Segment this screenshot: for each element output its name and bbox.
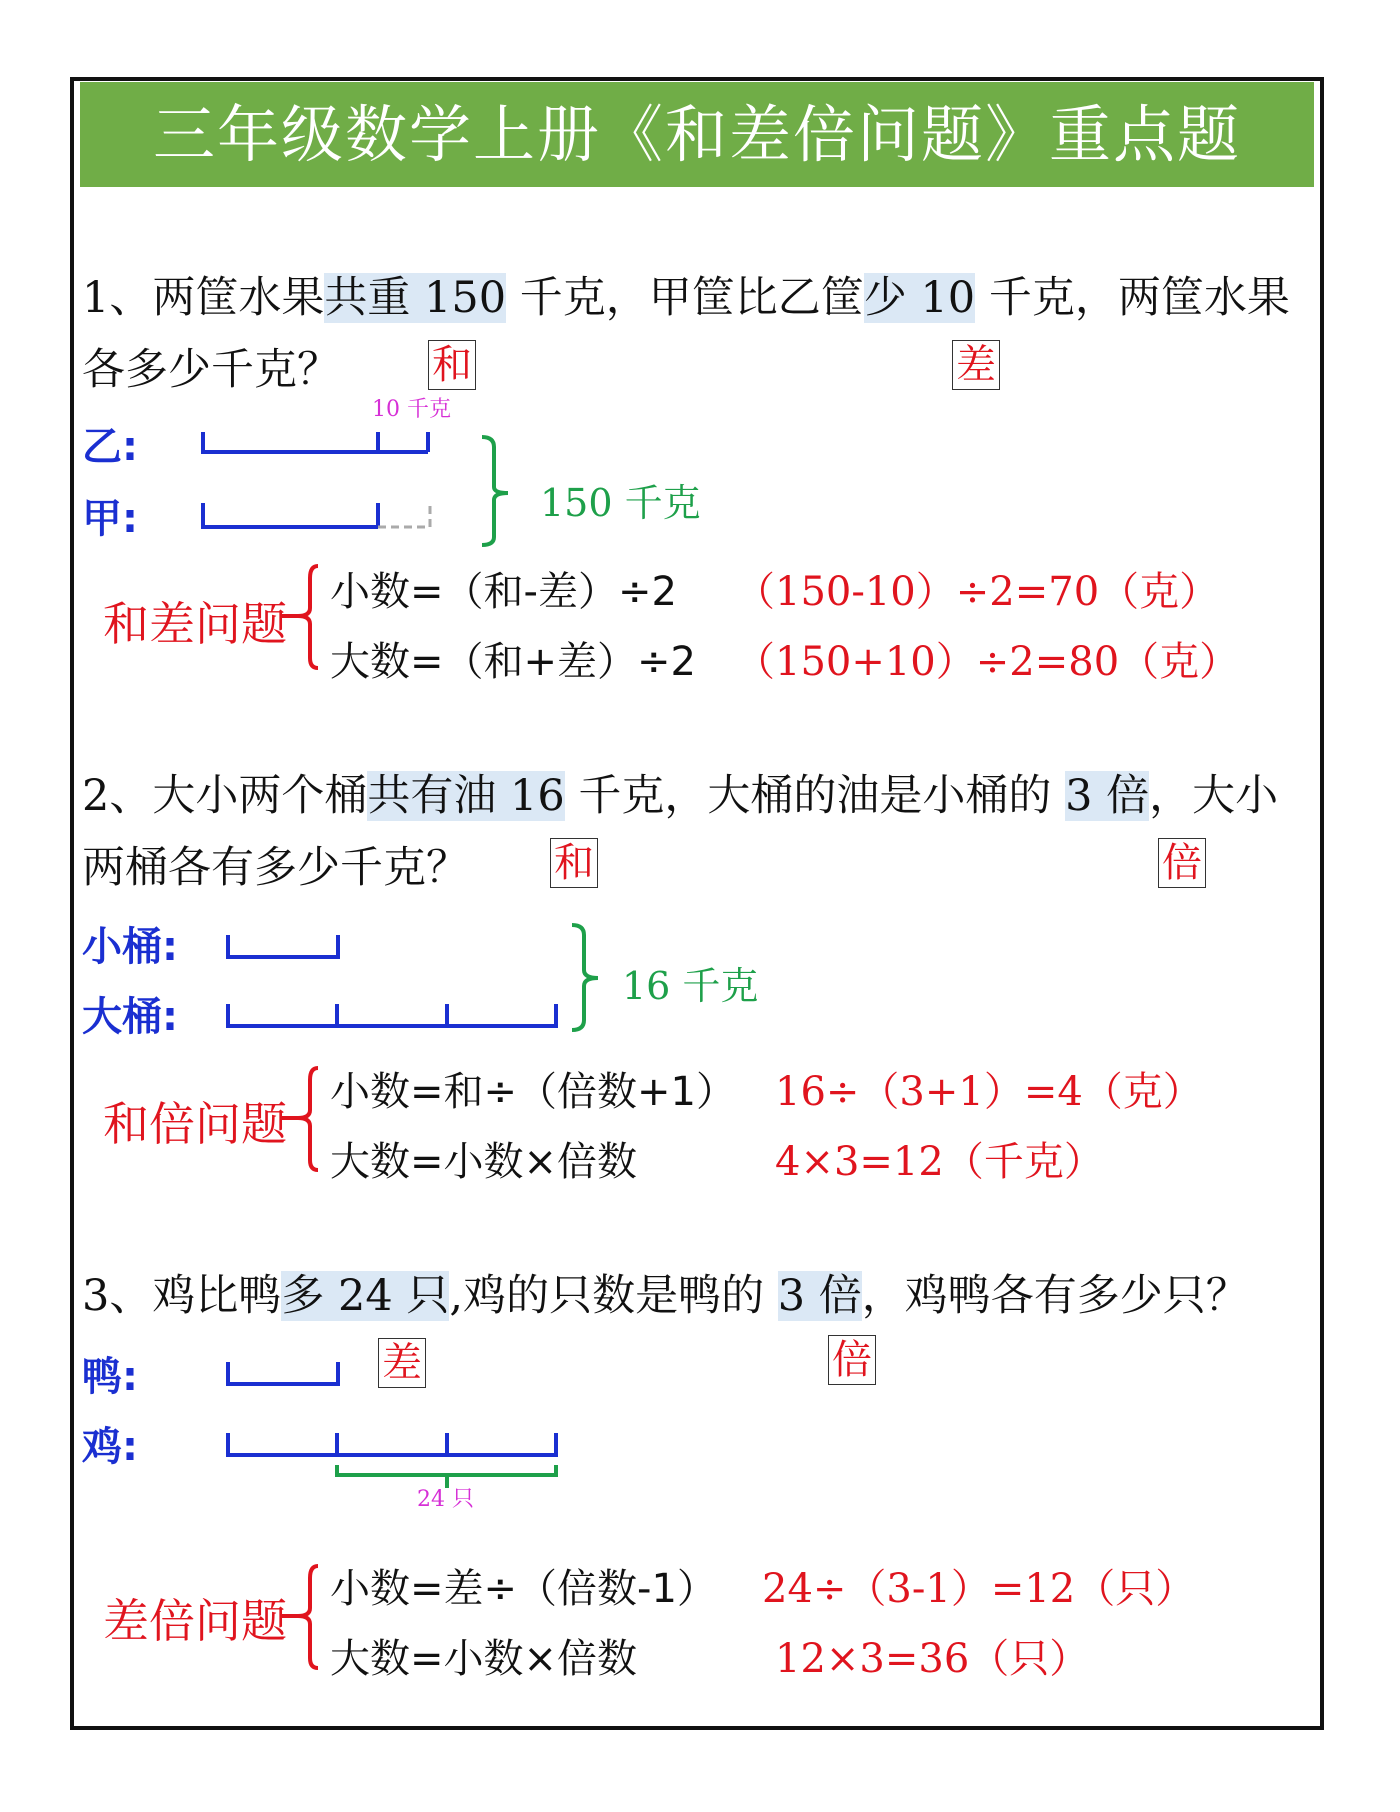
q2-red-brace [298,1068,318,1170]
q2-formula-small: 小数=和÷（倍数+1） [330,1069,736,1115]
q3-segment-label: 24 只 [417,1487,474,1512]
q1-label-yi: 乙: [82,424,138,470]
q3-answer-small: 24÷（3-1）=12（只） [762,1566,1196,1612]
page-title: 三年级数学上册《和差倍问题》重点题 [80,82,1314,187]
q1-bar-jia [203,503,378,527]
q3-highlight-times: 3 倍 [777,1271,862,1321]
q1-part: 千克，甲筐比乙筐 [506,273,864,323]
q2-highlight-sum: 共有油 16 [367,771,565,821]
q1-formula-small: 小数=（和-差）÷2 [330,569,677,615]
q3-green-brace [337,1465,556,1488]
q3-answer-big: 12×3=36（只） [775,1636,1090,1682]
q2-total-label: 16 千克 [622,964,759,1008]
q1-tag-diff: 差 [952,340,1000,390]
q2-part: 2、大小两个桶 [82,771,368,821]
q1-answer-big: （150+10）÷2=80（克） [735,639,1240,685]
q3-part: ,鸡的只数是鸭的 [449,1271,778,1321]
q2-tag-sum: 和 [550,838,598,888]
q2-label-small-bucket: 小桶: [82,924,178,970]
q1-highlight-sum: 共重 150 [324,273,507,323]
q2-highlight-times: 3 倍 [1065,771,1150,821]
q3-bar-duck [228,1362,338,1384]
q2-formula-big: 大数=小数×倍数 [330,1139,638,1185]
q1-red-brace [298,566,318,668]
q3-tag-diff: 差 [378,1338,426,1388]
q1-part: 1、两筐水果 [82,273,325,323]
q3-category: 差倍问题 [103,1594,287,1648]
q3-label-chicken: 鸡: [82,1424,138,1470]
q3-part: ，鸡鸭各有多少只？ [861,1271,1249,1321]
q2-bar-big [228,1004,556,1026]
q1-segment-label: 10 千克 [372,397,451,422]
q1-part: 千克，两筐水果 [975,273,1290,323]
q2-bar-small [228,935,338,957]
q1-formula-big: 大数=（和+差）÷2 [330,639,696,685]
q3-label-duck: 鸭: [82,1354,138,1400]
q1-missing-segment [378,505,430,527]
q2-green-brace [572,925,598,1030]
q1-tag-sum: 和 [428,340,476,390]
question-2-text-line2: 两桶各有多少千克？ [82,843,469,893]
q1-answer-small: （150-10）÷2=70（克） [735,569,1220,615]
q1-green-brace [482,437,508,545]
q1-total-label: 150 千克 [540,481,701,525]
question-1-text-line2: 各多少千克？ [82,345,340,395]
q3-tag-times: 倍 [828,1335,876,1385]
q2-answer-big: 4×3=12（千克） [775,1139,1104,1185]
q2-part: ，大小 [1149,771,1279,821]
q3-formula-big: 大数=小数×倍数 [330,1636,638,1682]
q3-red-brace [298,1566,318,1668]
q1-bar-yi [203,432,428,452]
q3-bar-chicken [228,1433,556,1455]
q1-category: 和差问题 [103,597,287,651]
q3-highlight-diff: 多 24 只 [281,1271,450,1321]
q2-part: 千克，大桶的油是小桶的 [564,771,1066,821]
q3-part: 3、鸡比鸭 [82,1271,282,1321]
q2-answer-small: 16÷（3+1）=4（克） [775,1069,1203,1115]
q1-label-jia: 甲: [82,496,138,542]
q2-label-big-bucket: 大桶: [82,994,178,1040]
q3-formula-small: 小数=差÷（倍数-1） [330,1566,717,1612]
q2-tag-times: 倍 [1158,838,1206,888]
q1-highlight-diff: 少 10 [863,273,976,323]
q2-category: 和倍问题 [103,1097,287,1151]
